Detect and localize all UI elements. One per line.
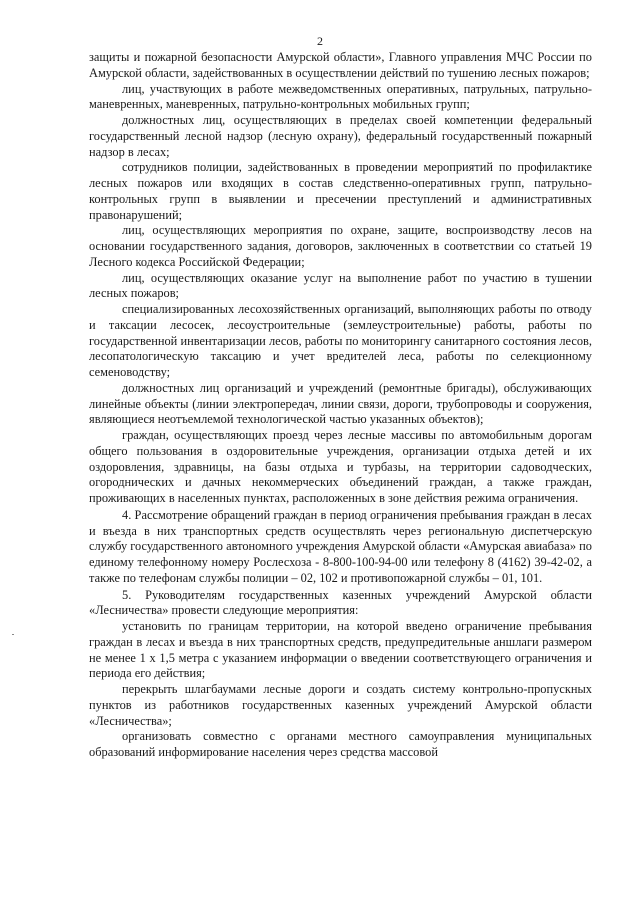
document-body — [89, 50, 592, 761]
paragraph: перекрыть шлагбаумами лесные дороги и создать систему контрольно-пропускных пунктов из работников государственных казенных учреждений Амурской области «Лесничества»; — [89, 682, 592, 728]
paragraph-item-4: 4. Рассмотрение обращений граждан в период ограничения пребывания граждан в лесах и въезда в них транспортных средств осуществлять через региональную диспетчерскую службу государственного автономного учреждения Амурской области «Амурская авиабаза» по единому телефонному номеру Рослесхоза - 8-800-100-94-00 или телефону 8 (4162) 39-42-02, а также по телефонам службы полиции – 02, 102 и противопожарной службы – 01, 101. — [89, 507, 592, 585]
paragraph: лиц, участвующих в работе межведомственных оперативных, патрульных, патрульно-маневренных, маневренных, патрульно-контрольных мобильных групп; — [89, 81, 592, 112]
paragraph: установить по границам территории, на которой введено ограничение пребывания граждан в лесах и въезда в них транспортных средств, предупредительные аншлаги размером не менее 1 х 1,5 метра с указанием информации о введении соответствующего ограничения и периода его действия; — [89, 619, 592, 681]
paragraph: граждан, осуществляющих проезд через лесные массивы по автомобильным дорогам общего пользования в оздоровительные учреждения, организации отдыха детей и их оздоровления, здравницы, на базы отдыха и турбазы, на территории садоводческих, огороднических и дачных некоммерческих объединений граждан, а также граждан, проживающих в населенных пунктах, расположенных в зоне действия режима ограничения. — [89, 428, 592, 505]
paragraph: сотрудников полиции, задействованных в проведении мероприятий по профилактике лесных пожаров или входящих в состав следственно-оперативных групп, патрульно-контрольных групп в выявлении и пресечении преступлений и административных правонарушений; — [89, 160, 592, 222]
paragraph: лиц, осуществляющих оказание услуг на выполнение работ по участию в тушении лесных пожаров; — [89, 270, 592, 301]
page-number: 2 — [317, 34, 323, 48]
paragraph: должностных лиц организаций и учреждений (ремонтные бригады), обслуживающих линейные объекты (линии электропередач, линии связи, дороги, трубопроводы и сооружения, являющиеся неотъемлемой технологической частью указанных объектов); — [89, 380, 592, 427]
paragraph: лиц, осуществляющих мероприятия по охране, защите, воспроизводству лесов на основании государственного задания, договоров, заключенных в соответствии со статьей 19 Лесного кодекса Российской Федерации; — [89, 223, 592, 269]
paragraph: специализированных лесохозяйственных организаций, выполняющих работы по отводу и таксации лесосек, лесоустроительные (землеустроительные) работы, работы по государственной инвентаризации лесов, работы по мониторингу санитарного состояния лесов, лесопатологическую таксацию и учет вредителей леса, работы по селекционному семеноводству; — [89, 302, 592, 379]
paragraph: должностных лиц, осуществляющих в пределах своей компетенции федеральный государственный лесной надзор (лесную охрану), федеральный государственный пожарный надзор в лесах; — [89, 113, 592, 159]
paragraph-item-5: 5. Руководителям государственных казенных учреждений Амурской области «Лесничества» провести следующие мероприятия: — [89, 587, 592, 618]
paragraph-continuation: защиты и пожарной безопасности Амурской области», Главного управления МЧС России по Амурской области, задействованных в осуществлении действий по тушению лесных пожаров; — [89, 50, 592, 80]
paragraph: организовать совместно с органами местного самоуправления муниципальных образований информирование населения через средства массовой — [89, 729, 592, 759]
margin-mark — [12, 634, 14, 635]
